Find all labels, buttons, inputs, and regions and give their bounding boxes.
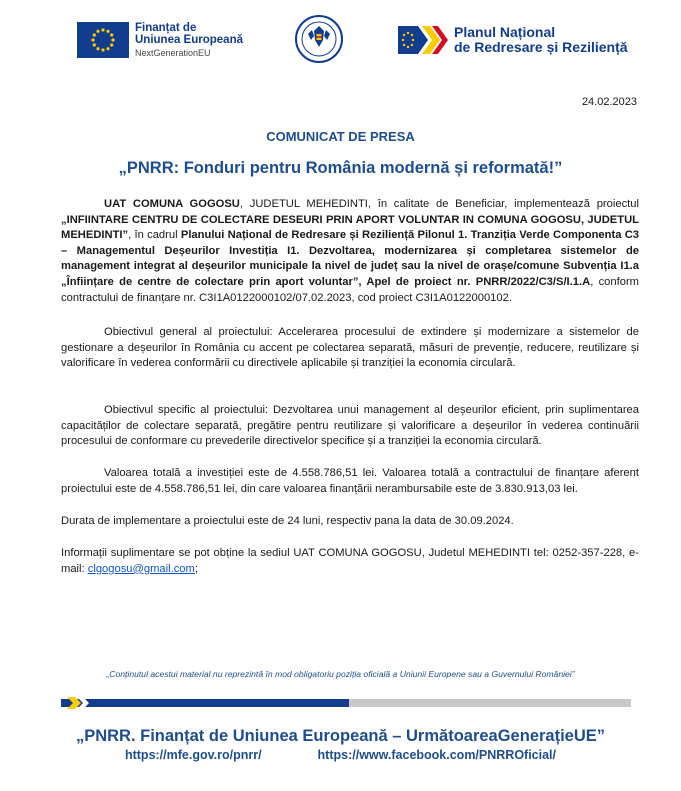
pnrr-logo-line-2: de Redresare și Reziliență — [454, 39, 628, 55]
page-header — [0, 14, 681, 74]
eu-logo-line-3: NextGenerationEU — [135, 48, 211, 58]
footer-divider-bar — [61, 699, 631, 707]
romanian-government-seal-icon — [294, 14, 344, 64]
divider-gray-segment — [349, 699, 631, 707]
pnrr-logo-icon — [398, 20, 448, 60]
paragraph-general-objective — [61, 325, 639, 372]
arrow-icon — [67, 695, 93, 711]
document-date: 24.02.2023 — [581, 96, 637, 108]
email-link[interactable]: clgogosu@gmail.com — [87, 562, 195, 575]
pnrr-logo-line-1: Planul Național — [454, 24, 556, 40]
paragraph-duration — [61, 514, 639, 530]
mfe-link[interactable]: https://mfe.gov.ro/pnrr/ — [124, 748, 262, 762]
general-objective-text: Obiectivul general al proiectului: Accelerarea procesului de extindere și modernizare a sistemelor de gestionare a deșeurilor în România cu accent pe colectarea separată, măsuri de prevenție, reducere, reutilizare și valorificare în vederea conformării cu directivele aplicabile și tranziției la economia circulară. — [61, 326, 639, 370]
paragraph-text: , în cadrul — [128, 229, 181, 242]
specific-objective-text: Obiectivul specific al proiectului: Dezvoltarea unui management al deșeurilor eficient, prin suplimentarea capacităților de colectare separată, pregătire pentru reutilizare și valorificare a deșeurilor în vederea continuării procesului de conformare cu prevederile directivelor specifice și a tranziției la economia circulară. — [61, 404, 639, 448]
document-subtitle: „PNRR: Fonduri pentru România modernă și reformată!” — [118, 159, 563, 177]
paragraph-text: , conform contractului de finanțare nr. C3I1A0122000102/07.02.2023, cod proiect C3I1A0122000102. — [61, 275, 639, 304]
paragraph-contact — [61, 546, 639, 577]
eu-logo-line-2: Uniunea Europeană — [135, 34, 243, 46]
contact-text: Informații suplimentare se pot obține la sediul UAT COMUNA GOGOSU, Judetul MEHEDINTI tel: 0252-357-228, e-mail: — [61, 547, 639, 575]
paragraph-project-description — [61, 197, 639, 306]
document-heading: COMUNICAT DE PRESA — [266, 129, 415, 144]
paragraph-text: , JUDETUL MEHEDINTI, în calitate de Beneficiar, implementează proiectul — [239, 198, 639, 210]
eu-funding-logo — [77, 22, 243, 59]
footer-links — [0, 748, 681, 762]
paragraph-specific-objective — [61, 403, 639, 450]
footer-slogan: „PNRR. Finanțat de Uniunea Europeană – UrmătoareaGenerațieUE” — [75, 727, 606, 745]
eu-logo-line-1: Finanțat de — [135, 22, 197, 34]
divider-blue-segment — [61, 699, 349, 707]
project-title: „INFIINTARE CENTRU DE COLECTARE DESEURI PRIN APORT VOLUNTAR IN COMUNA GOGOSU, JUDETUL MEHEDINTI” — [61, 213, 639, 242]
investment-value-text: Valoarea totală a investiției este de 4.558.786,51 lei. Valoarea totală a contractului de finanțare aferent proiectului este de 4.558.786,51 lei, din care valoarea finanțării nerambursabile este de 3.830.913,03 lei. — [61, 467, 639, 495]
eu-disclaimer: „Conținutul acestui material nu reprezintă în mod obligatoriu poziția oficială a Uniunii Europene sau a Guvernului României” — [106, 669, 575, 679]
pnrr-logo — [398, 20, 628, 60]
contact-text-end: ; — [194, 562, 198, 575]
paragraph-investment-value — [61, 466, 639, 497]
duration-text: Durata de implementare a proiectului este de 24 luni, respectiv pana la data de 30.09.2024. — [61, 515, 514, 527]
eu-flag-icon — [77, 22, 129, 58]
program-reference: Planului Național de Redresare și Reziliență Pilonul 1. Tranziția Verde Componenta C3 – Managementul Deșeurilor Investiția I1. Dezvoltarea, modernizarea și completarea sistemelor de management integrat al deșeurilor municipale la nivel de județ sau la nivel de orașe/comune Subvenția I1.a „Înființare de centre de colectare prin aport voluntar”, Apel de proiect nr. PNRR/2022/C3/S/I.1.A — [61, 229, 639, 288]
facebook-link[interactable]: https://www.facebook.com/PNRROficial/ — [317, 748, 557, 762]
beneficiary-name: UAT COMUNA GOGOSU — [104, 198, 240, 210]
